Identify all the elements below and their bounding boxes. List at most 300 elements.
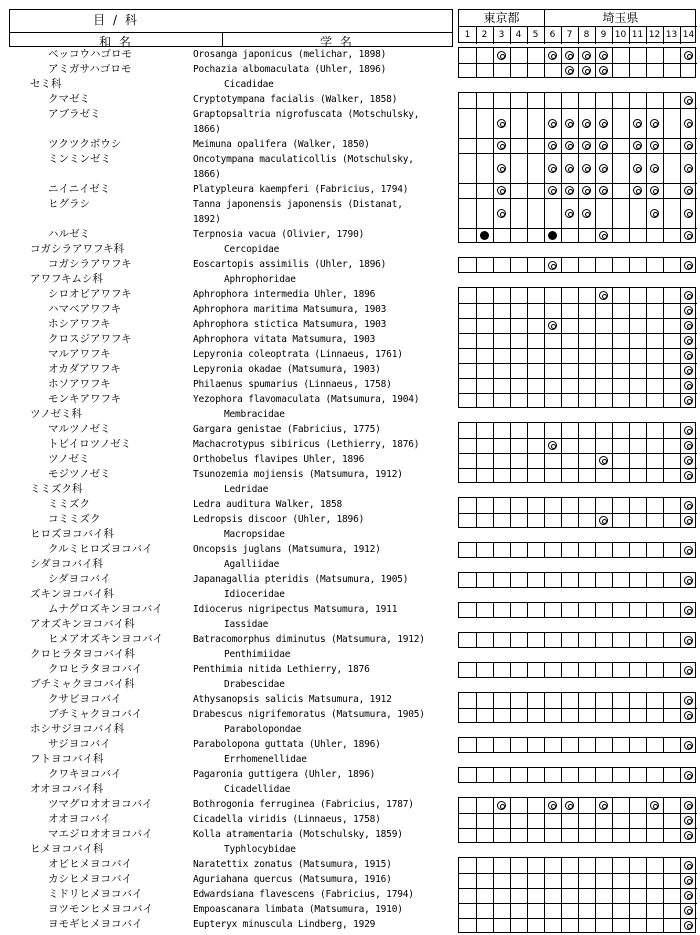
species-row: [0, 332, 455, 347]
occurrence-grid: [458, 92, 696, 243]
family-japanese-name: ツノゼミ科: [30, 408, 82, 420]
species-japanese-name: カシヒメヨコバイ: [48, 873, 132, 885]
double-circle-mark: [599, 291, 608, 300]
family-japanese-name: コガシラアワフキ科: [30, 243, 125, 255]
species-row: [0, 287, 455, 302]
double-circle-mark: [497, 164, 506, 173]
grid-column-line: [663, 93, 664, 243]
double-circle-mark: [684, 501, 693, 510]
species-japanese-name: クサビヨコバイ: [48, 693, 122, 705]
grid-row-line: [459, 333, 697, 334]
grid-column-line: [595, 543, 596, 558]
species-row: [0, 422, 455, 437]
species-japanese-name: コガシラアワフキ: [48, 258, 132, 270]
species-scientific-name: Parabolopona guttata (Uhler, 1896): [193, 739, 381, 750]
grid-column-line: [493, 543, 494, 558]
grid-column-line: [476, 93, 477, 243]
family-row: [0, 482, 455, 497]
species-row: [0, 197, 455, 227]
species-japanese-name: ベッコウハゴロモ: [48, 48, 132, 60]
grid-row-line: [459, 888, 697, 889]
family-japanese-name: オオヨコバイ科: [30, 783, 104, 795]
column-number: 10: [614, 30, 627, 40]
grid-column-line: [561, 798, 562, 843]
occurrence-grid: [458, 47, 696, 78]
grid-column-line: [663, 573, 664, 588]
grid-column-line: [629, 663, 630, 678]
grid-row-line: [459, 708, 697, 709]
grid-column-line: [595, 93, 596, 243]
double-circle-mark: [548, 441, 557, 450]
grid-column-line: [561, 258, 562, 273]
double-circle-mark: [684, 209, 693, 218]
species-row: [0, 917, 455, 932]
species-row: [0, 467, 455, 482]
family-japanese-name: アワフキムシ科: [30, 273, 103, 285]
species-japanese-name: クワキヨコバイ: [48, 768, 122, 780]
species-row: [0, 257, 455, 272]
grid-column-line: [595, 258, 596, 273]
grid-row-line: [459, 813, 697, 814]
species-row: [0, 887, 455, 902]
grid-column-line: [544, 858, 545, 933]
species-japanese-name: アミガサハゴロモ: [48, 63, 132, 75]
species-scientific-name: Edwardsiana flavescens (Fabricius, 1794): [193, 889, 414, 900]
prefecture-grid-header: [458, 9, 696, 43]
species-row: [0, 602, 455, 617]
double-circle-mark: [565, 119, 574, 128]
grid-row-line: [459, 363, 697, 364]
occurrence-grid: [458, 737, 696, 753]
species-row: [0, 182, 455, 197]
grid-column-line: [663, 603, 664, 618]
grid-row-line: [459, 393, 697, 394]
species-japanese-name: ブチミャクヨコバイ: [48, 708, 143, 720]
occurrence-grid: [458, 797, 696, 843]
species-row: [0, 92, 455, 107]
species-scientific-name: Machacrotypus sibiricus (Lethierry, 1876): [193, 439, 420, 450]
grid-column-line: [510, 738, 511, 753]
grid-column-line: [612, 738, 613, 753]
grid-column-line: [544, 768, 545, 783]
grid-column-line: [510, 633, 511, 648]
grid-column-line: [493, 258, 494, 273]
species-japanese-name: コミミズク: [48, 513, 101, 525]
column-number: 6: [549, 30, 556, 40]
species-row: [0, 902, 455, 917]
grid-column-line: [629, 573, 630, 588]
family-row: [0, 242, 455, 257]
species-scientific-name: Pagaronia guttigera (Uhler, 1896): [193, 769, 376, 780]
grid-row-line: [459, 918, 697, 919]
double-circle-mark: [599, 119, 608, 128]
species-scientific-name: Aphrophora stictica Matsumura, 1903: [193, 319, 387, 330]
species-scientific-name: Athysanopsis salicis Matsumura, 1912: [193, 694, 392, 705]
double-circle-mark: [684, 921, 693, 930]
family-row: [0, 647, 455, 662]
species-row: [0, 152, 455, 182]
grid-column-line: [544, 573, 545, 588]
column-number: 3: [498, 30, 505, 40]
grid-column-line: [578, 633, 579, 648]
grid-column-line: [646, 633, 647, 648]
grid-column-line: [578, 798, 579, 843]
double-circle-mark: [497, 801, 506, 810]
grid-row-line: [459, 348, 697, 349]
column-number: 7: [566, 30, 573, 40]
grid-row-line: [459, 378, 697, 379]
species-scientific-name: Ledropsis discoor (Uhler, 1896): [193, 514, 365, 525]
grid-column-line: [680, 93, 681, 243]
double-circle-mark: [599, 231, 608, 240]
family-scientific-name: Cercopidae: [224, 244, 280, 255]
family-scientific-name: Drabescidae: [224, 679, 285, 690]
grid-row-line: [459, 453, 697, 454]
double-circle-mark: [684, 231, 693, 240]
family-scientific-name: Ledridae: [224, 484, 269, 495]
species-scientific-name: Platypleura kaempferi (Fabricius, 1794): [193, 184, 409, 195]
grid-column-line: [476, 543, 477, 558]
grid-column-line: [510, 798, 511, 843]
species-japanese-name: ツマグロオオヨコバイ: [48, 798, 153, 810]
grid-column-line: [646, 258, 647, 273]
species-japanese-name: ミドリヒメヨコバイ: [48, 888, 143, 900]
grid-column-line: [595, 798, 596, 843]
grid-column-line: [544, 738, 545, 753]
species-japanese-name: ツクツクボウシ: [48, 138, 122, 150]
grid-column-line: [680, 573, 681, 588]
grid-column-line: [561, 663, 562, 678]
grid-column-line: [612, 798, 613, 843]
family-row: [0, 272, 455, 287]
double-circle-mark: [548, 261, 557, 270]
grid-column-line: [527, 543, 528, 558]
column-number: 2: [481, 30, 488, 40]
double-circle-mark: [565, 209, 574, 218]
species-scientific-name: Philaenus spumarius (Linnaeus, 1758): [193, 379, 392, 390]
species-japanese-name: ハルゼミ: [48, 228, 90, 240]
grid-column-line: [493, 663, 494, 678]
species-japanese-name: シダヨコバイ: [48, 573, 111, 585]
double-circle-mark: [497, 51, 506, 60]
double-circle-mark: [633, 141, 642, 150]
column-number: 9: [600, 30, 607, 40]
grid-row-line: [459, 318, 697, 319]
family-japanese-name: フトヨコバイ科: [30, 753, 104, 765]
grid-row-line: [459, 873, 697, 874]
double-circle-mark: [548, 321, 557, 330]
occurrence-grid: [458, 857, 696, 933]
family-row: [0, 752, 455, 767]
double-circle-mark: [684, 861, 693, 870]
grid-column-line: [629, 798, 630, 843]
species-japanese-name: モジツノゼミ: [48, 468, 111, 480]
column-divider: [561, 27, 562, 44]
grid-column-line: [510, 573, 511, 588]
grid-column-line: [578, 663, 579, 678]
double-circle-mark: [684, 546, 693, 555]
column-divider: [476, 27, 477, 44]
grid-column-line: [510, 543, 511, 558]
grid-column-line: [544, 603, 545, 618]
grid-column-line: [612, 633, 613, 648]
family-japanese-name: クロヒラタヨコバイ科: [30, 648, 135, 660]
grid-column-line: [646, 768, 647, 783]
double-circle-mark: [565, 186, 574, 195]
species-row: [0, 392, 455, 407]
species-scientific-name: Tsunozemia mojiensis (Matsumura, 1912): [193, 469, 403, 480]
species-japanese-name: ホシアワフキ: [48, 318, 111, 330]
column-divider: [680, 27, 681, 44]
double-circle-mark: [684, 801, 693, 810]
grid-column-line: [646, 603, 647, 618]
order-family-header: 目 / 科: [93, 13, 139, 27]
grid-column-line: [663, 738, 664, 753]
species-scientific-name: Oncotympana maculaticollis (Motschulsky,: [193, 154, 414, 165]
grid-column-line: [612, 768, 613, 783]
grid-column-line: [595, 633, 596, 648]
double-circle-mark: [650, 801, 659, 810]
grid-column-line: [510, 258, 511, 273]
species-row: [0, 317, 455, 332]
grid-column-line: [595, 573, 596, 588]
double-circle-mark: [684, 711, 693, 720]
species-scientific-name: Aguriahana quercus (Matsumura, 1916): [193, 874, 392, 885]
family-row: [0, 677, 455, 692]
double-circle-mark: [684, 606, 693, 615]
grid-column-line: [595, 768, 596, 783]
grid-column-line: [561, 573, 562, 588]
grid-column-line: [476, 258, 477, 273]
species-scientific-name: Kolla atramentaria (Motschulsky, 1859): [193, 829, 403, 840]
species-japanese-name: マルツノゼミ: [48, 423, 111, 435]
grid-row-line: [459, 903, 697, 904]
family-japanese-name: セミ科: [30, 78, 62, 90]
table-header-left: [9, 9, 453, 47]
double-circle-mark: [599, 51, 608, 60]
grid-column-line: [544, 798, 545, 843]
column-divider: [629, 27, 630, 44]
species-japanese-name: ミミズク: [48, 498, 90, 510]
occurrence-grid: [458, 632, 696, 648]
column-number: 8: [583, 30, 590, 40]
double-circle-mark: [650, 141, 659, 150]
species-row: [0, 767, 455, 782]
species-row: [0, 107, 455, 137]
double-circle-mark: [684, 696, 693, 705]
grid-column-line: [646, 93, 647, 243]
grid-column-line: [510, 663, 511, 678]
grid-column-line: [680, 258, 681, 273]
grid-row-line: [459, 63, 697, 64]
species-scientific-name-continued: 1866): [193, 124, 221, 135]
column-number: 4: [515, 30, 522, 40]
family-japanese-name: ヒメヨコバイ科: [30, 843, 104, 855]
grid-column-line: [544, 543, 545, 558]
double-circle-mark: [684, 261, 693, 270]
double-circle-mark: [650, 164, 659, 173]
occurrence-grid: [458, 662, 696, 678]
grid-column-line: [629, 858, 630, 933]
filled-dot-mark: [480, 231, 489, 240]
species-japanese-name: トビイロツノゼミ: [48, 438, 132, 450]
grid-column-line: [493, 858, 494, 933]
column-number: 5: [532, 30, 539, 40]
double-circle-mark: [582, 66, 591, 75]
grid-column-line: [578, 258, 579, 273]
grid-column-line: [646, 738, 647, 753]
family-scientific-name: Cicadidae: [224, 79, 274, 90]
double-circle-mark: [684, 351, 693, 360]
saitama-header: 埼玉県: [602, 11, 639, 25]
species-scientific-name: Yezophora flavomaculata (Matsumura, 1904): [193, 394, 420, 405]
column-divider: [578, 27, 579, 44]
species-japanese-name: ホソアワフキ: [48, 378, 111, 390]
double-circle-mark: [582, 164, 591, 173]
prefecture-divider: [544, 10, 545, 27]
grid-column-line: [561, 738, 562, 753]
species-row: [0, 632, 455, 647]
grid-column-line: [629, 633, 630, 648]
species-scientific-name: Drabescus nigrifemoratus (Matsumura, 1905): [193, 709, 425, 720]
double-circle-mark: [684, 636, 693, 645]
grid-column-line: [493, 768, 494, 783]
grid-column-line: [510, 603, 511, 618]
grid-column-line: [527, 258, 528, 273]
species-scientific-name: Aphrophora maritima Matsumura, 1903: [193, 304, 387, 315]
grid-column-line: [561, 633, 562, 648]
family-row: [0, 587, 455, 602]
grid-row-line: [459, 228, 697, 229]
species-japanese-name: オカダアワフキ: [48, 363, 121, 375]
double-circle-mark: [548, 119, 557, 128]
tokyo-header: 東京都: [483, 11, 520, 25]
grid-column-line: [646, 663, 647, 678]
species-japanese-name: オオヨコバイ: [48, 813, 111, 825]
grid-column-line: [680, 663, 681, 678]
grid-column-line: [595, 663, 596, 678]
grid-column-line: [578, 543, 579, 558]
japanese-name-header: 和 名: [99, 35, 133, 49]
double-circle-mark: [582, 119, 591, 128]
species-row: [0, 302, 455, 317]
family-scientific-name: Penthimiidae: [224, 649, 291, 660]
family-row: [0, 842, 455, 857]
grid-column-line: [544, 258, 545, 273]
grid-column-line: [476, 633, 477, 648]
grid-column-line: [578, 93, 579, 243]
family-japanese-name: アオズキンヨコバイ科: [30, 618, 135, 630]
column-divider: [612, 27, 613, 44]
grid-row-line: [459, 828, 697, 829]
species-japanese-name: アブラゼミ: [48, 108, 101, 120]
grid-column-line: [527, 603, 528, 618]
grid-column-line: [476, 768, 477, 783]
grid-column-line: [561, 543, 562, 558]
species-japanese-name: ヒメアオズキンヨコバイ: [48, 633, 164, 645]
family-scientific-name: Macropsidae: [224, 529, 285, 540]
species-japanese-name: ハマベアワフキ: [48, 303, 122, 315]
grid-column-line: [527, 573, 528, 588]
family-scientific-name: Iassidae: [224, 619, 269, 630]
double-circle-mark: [599, 164, 608, 173]
species-scientific-name: Lepyronia okadae (Matsumura, 1903): [193, 364, 381, 375]
grid-column-line: [578, 603, 579, 618]
grid-column-line: [612, 603, 613, 618]
column-divider: [663, 27, 664, 44]
column-number: 11: [631, 30, 644, 40]
double-circle-mark: [684, 141, 693, 150]
species-scientific-name: Cicadella viridis (Linnaeus, 1758): [193, 814, 381, 825]
double-circle-mark: [565, 164, 574, 173]
grid-column-line: [493, 633, 494, 648]
family-japanese-name: ヒロズヨコバイ科: [30, 528, 114, 540]
family-japanese-name: ホシサジヨコバイ科: [30, 723, 125, 735]
double-circle-mark: [599, 186, 608, 195]
species-row: [0, 572, 455, 587]
family-scientific-name: Typhlocybidae: [224, 844, 296, 855]
double-circle-mark: [684, 336, 693, 345]
column-number: 12: [648, 30, 661, 40]
grid-column-line: [544, 663, 545, 678]
grid-row-line: [459, 513, 697, 514]
family-japanese-name: ミミズク科: [30, 483, 83, 495]
grid-column-line: [476, 663, 477, 678]
double-circle-mark: [684, 771, 693, 780]
double-circle-mark: [497, 141, 506, 150]
double-circle-mark: [497, 186, 506, 195]
grid-column-line: [680, 738, 681, 753]
grid-row-line: [459, 153, 697, 154]
grid-column-line: [527, 633, 528, 648]
species-japanese-name: クロヒラタヨコバイ: [48, 663, 143, 675]
double-circle-mark: [684, 831, 693, 840]
species-japanese-name: クルミヒロズヨコバイ: [48, 543, 153, 555]
double-circle-mark: [497, 119, 506, 128]
occurrence-grid: [458, 572, 696, 588]
species-scientific-name: Bothrogonia ferruginea (Fabricius, 1787): [193, 799, 414, 810]
grid-column-line: [527, 768, 528, 783]
double-circle-mark: [684, 741, 693, 750]
double-circle-mark: [497, 209, 506, 218]
grid-column-line: [493, 603, 494, 618]
grid-column-line: [629, 603, 630, 618]
species-japanese-name: サジヨコバイ: [48, 738, 111, 750]
grid-column-line: [510, 93, 511, 243]
occurrence-grid: [458, 422, 696, 483]
species-japanese-name: ヒグラシ: [48, 198, 90, 210]
scientific-name-header: 学 名: [320, 35, 354, 49]
grid-column-line: [680, 543, 681, 558]
double-circle-mark: [684, 51, 693, 60]
grid-column-line: [646, 798, 647, 843]
grid-column-line: [663, 768, 664, 783]
grid-column-line: [663, 258, 664, 273]
family-scientific-name: Membracidae: [224, 409, 285, 420]
species-japanese-name: オビヒメヨコバイ: [48, 858, 132, 870]
species-japanese-name: ニイニイゼミ: [48, 183, 111, 195]
species-row: [0, 362, 455, 377]
species-japanese-name: マエジロオオヨコバイ: [48, 828, 153, 840]
species-scientific-name: Aphrophora vitata Matsumura, 1903: [193, 334, 376, 345]
species-row: [0, 47, 455, 62]
grid-column-line: [663, 633, 664, 648]
double-circle-mark: [684, 816, 693, 825]
species-scientific-name-continued: 1866): [193, 169, 221, 180]
double-circle-mark: [684, 891, 693, 900]
double-circle-mark: [650, 119, 659, 128]
grid-column-line: [680, 858, 681, 933]
